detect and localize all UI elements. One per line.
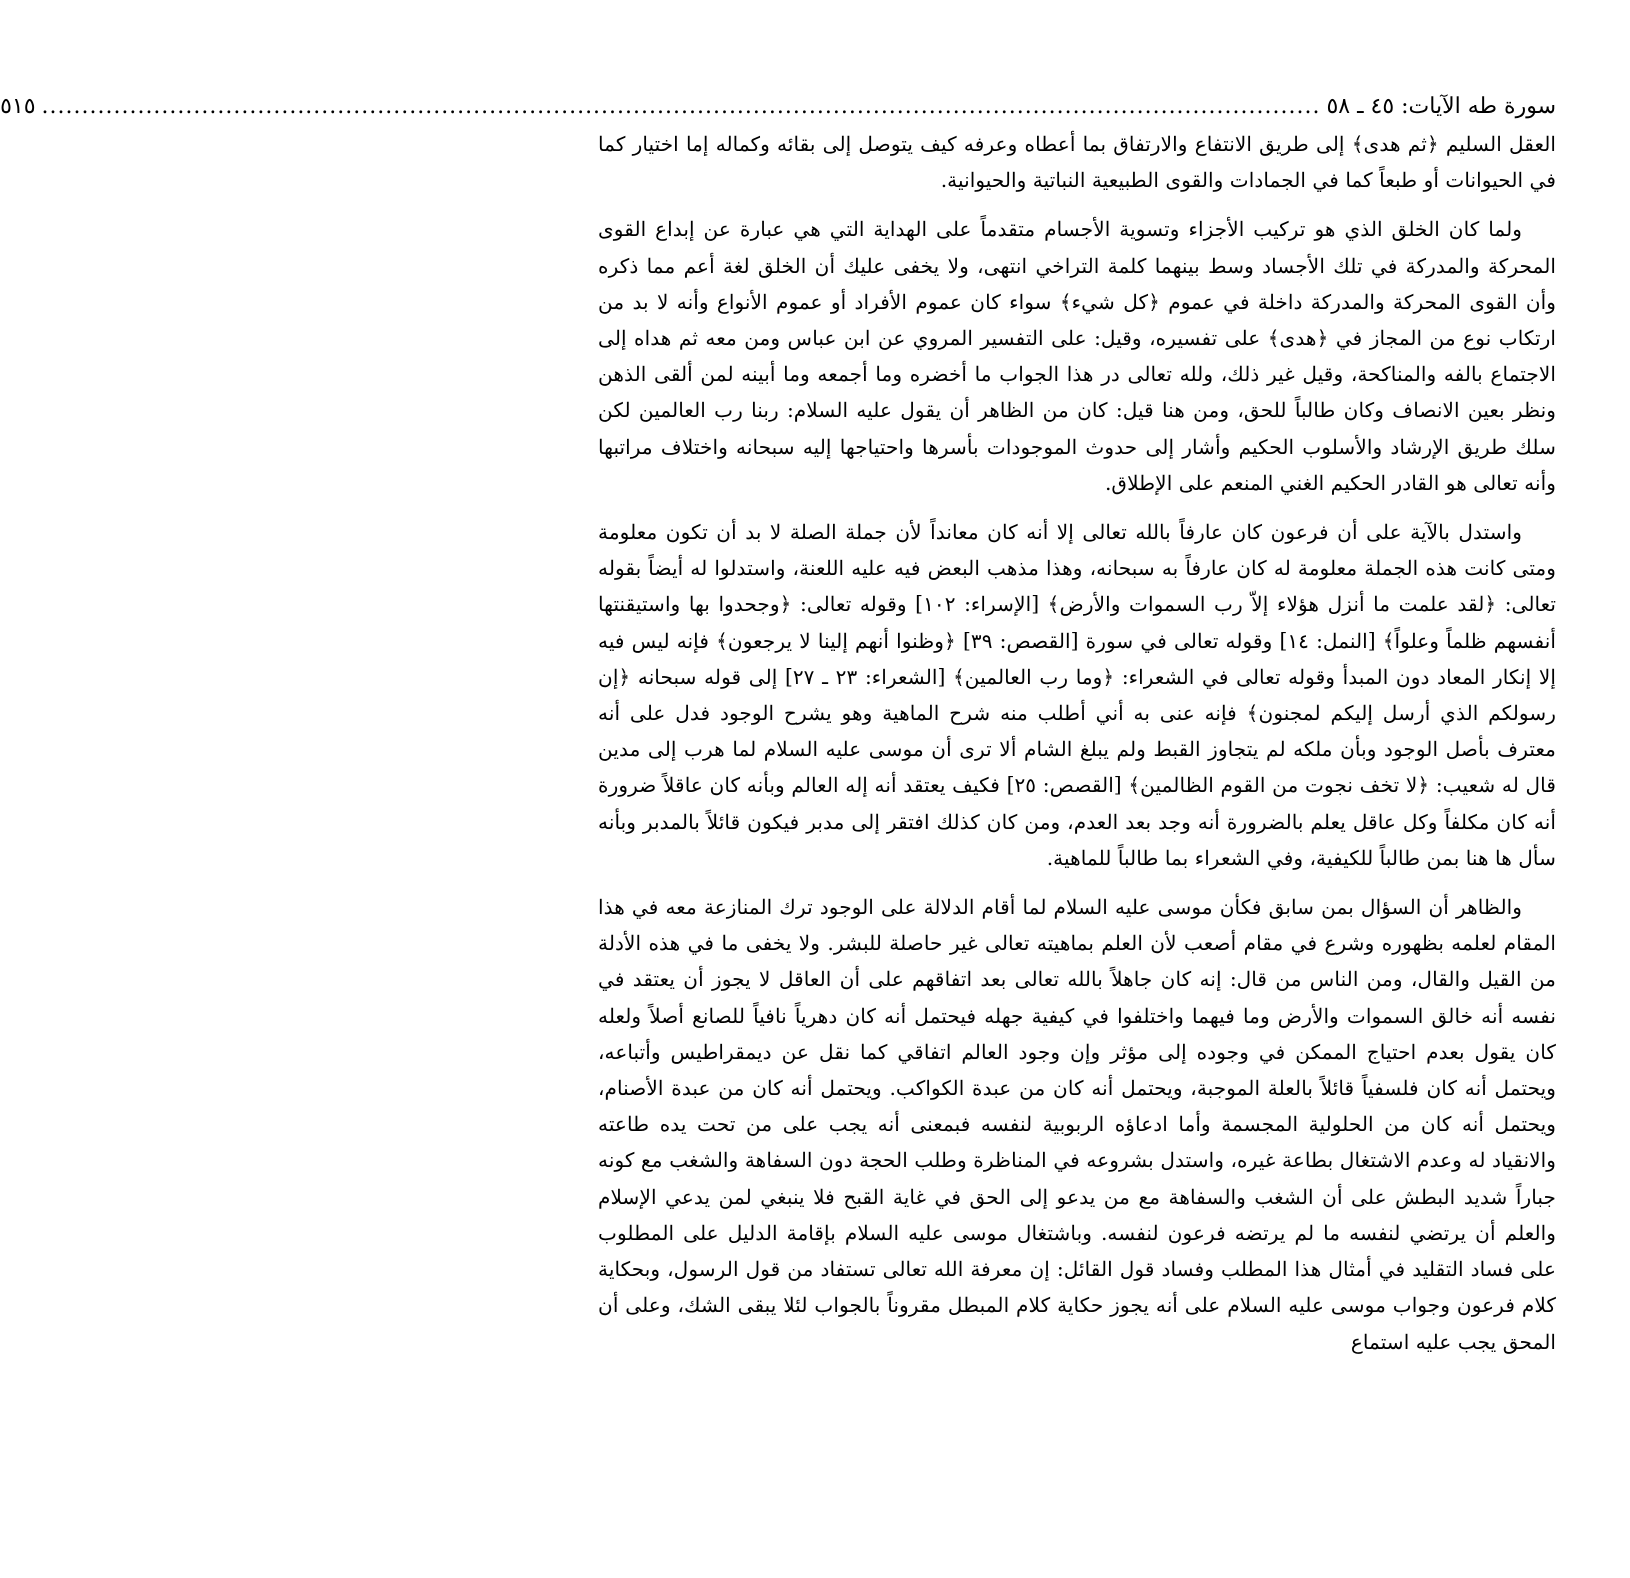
header-leader-dots: ................................................................................................................................................................	[41, 94, 1321, 119]
chapter-title: سورة طه الآيات: ٤٥ ـ ٥٨	[1326, 94, 1556, 119]
paragraph: واستدل بالآية على أن فرعون كان عارفاً بالله تعالى إلا أنه كان معانداً لأن جملة الصلة لا بد أن تكون معلومة ومتى كانت هذه الجملة معلومة له كان عارفاً به سبحانه، وهذا مذهب البعض فيه عليه اللعنة، واستدلوا له أيضاً بقوله تعالى: ﴿لقد علمت ما أنزل هؤلاء إلاّ رب السموات والأرض﴾ [الإسراء: ١٠٢] وقوله تعالى: ﴿وجحدوا بها واستيقنتها أنفسهم ظلماً وعلواً﴾ [النمل: ١٤] وقوله تعالى في سورة [القصص: ٣٩] ﴿وظنوا أنهم إلينا لا يرجعون﴾ فإنه ليس فيه إلا إنكار المعاد دون المبدأ وقوله تعالى في الشعراء: ﴿وما رب العالمين﴾ [الشعراء: ٢٣ ـ ٢٧] إلى قوله سبحانه ﴿إن رسولكم الذي أرسل إليكم لمجنون﴾ فإنه عنى به أني أطلب منه شرح الماهية وهو يشرح الوجود فدل على أنه معترف بأصل الوجود وبأن ملكه لم يتجاوز القبط ولم يبلغ الشام ألا ترى أن موسى عليه السلام لما هرب إلى مدين قال له شعيب: ﴿لا تخف نجوت من القوم الظالمين﴾ [القصص: ٢٥] فكيف يعتقد أنه إله العالم وبأنه كان عاقلاً ضرورة أنه كان مكلفاً وكل عاقل يعلم بالضرورة أنه وجد بعد العدم، ومن كان كذلك افتقر إلى مدبر فيكون قائلاً بالمدبر وبأنه سأل ها هنا بمن طالباً للكيفية، وفي الشعراء بما طالباً للماهية.	[598, 520, 1557, 870]
running-header	[0, 92, 1556, 122]
page-number: ٥١٥	[0, 94, 36, 119]
body-text	[598, 126, 1556, 1360]
paragraph: والظاهر أن السؤال بمن سابق فكأن موسى عليه السلام لما أقام الدلالة على الوجود ترك المنازعة معه في هذا المقام لعلمه بظهوره وشرع في مقام أصعب لأن العلم بماهيته تعالى غير حاصلة للبشر. ولا يخفى ما في هذه الأدلة من القيل والقال، ومن الناس من قال: إنه كان جاهلاً بالله تعالى بعد اتفاقهم على أن العاقل لا يجوز أن يعتقد في نفسه أنه خالق السموات والأرض وما فيهما واختلفوا في كيفية جهله فيحتمل أنه كان دهرياً نافياً للصانع أصلاً ولعله كان يقول بعدم احتياج الممكن في وجوده إلى مؤثر وإن وجود العالم اتفاقي كما نقل عن ديمقراطيس وأتباعه، ويحتمل أنه كان فلسفياً قائلاً بالعلة الموجبة، ويحتمل أنه كان من عبدة الكواكب. ويحتمل أنه كان من عبدة الأصنام، ويحتمل أنه كان من الحلولية المجسمة وأما ادعاؤه الربوبية لنفسه فبمعنى أنه يجب على من تحت يده طاعته والانقياد له وعدم الاشتغال بطاعة غيره، واستدل بشروعه في المناظرة وطلب الحجة دون السفاهة والشغب مع كونه جباراً شديد البطش على أن الشغب والسفاهة مع من يدعو إلى الحق في غاية القبح فلا ينبغي لمن يدعي الإسلام والعلم أن يرتضي لنفسه ما لم يرتضه فرعون لنفسه. وباشتغال موسى عليه السلام بإقامة الدليل على المطلوب على فساد التقليد في أمثال هذا المطلب وفساد قول القائل: إن معرفة الله تعالى تستفاد من قول الرسول، وبحكاية كلام فرعون وجواب موسى عليه السلام على أنه يجوز حكاية كلام المبطل مقروناً بالجواب لئلا يبقى الشك، وعلى أن المحق يجب عليه استماع	[598, 895, 1556, 1354]
paragraph: العقل السليم ﴿ثم هدى﴾ إلى طريق الانتفاع والارتفاق بما أعطاه وعرفه كيف يتوصل إلى بقائه وكماله إما اختيار كما في الحيوانات أو طبعاً كما في الجمادات والقوى الطبيعية النباتية والحيوانية.	[598, 132, 1556, 193]
paragraph: ولما كان الخلق الذي هو تركيب الأجزاء وتسوية الأجسام متقدماً على الهداية التي هي عبارة عن إبداع القوى المحركة والمدركة في تلك الأجساد وسط بينهما كلمة التراخي انتهى، ولا يخفى عليك أن الخلق لغة أعم مما ذكره وأن القوى المحركة والمدركة داخلة في عموم ﴿كل شيء﴾ سواء كان عموم الأفراد أو عموم الأنواع وأنه لا بد من ارتكاب نوع من المجاز في ﴿هدى﴾ على تفسيره، وقيل: على التفسير المروي عن ابن عباس ومن معه ثم هداه إلى الاجتماع بالفه والمناكحة، وقيل غير ذلك، ولله تعالى در هذا الجواب ما أخضره وما أجمعه وما أبينه لمن ألقى الذهن ونظر بعين الانصاف وكان طالباً للحق، ومن هنا قيل: كان من الظاهر أن يقول عليه السلام: ربنا رب العالمين لكن سلك طريق الإرشاد والأسلوب الحكيم وأشار إلى حدوث الموجودات بأسرها واحتياجها إليه سبحانه واختلاف مراتبها وأنه تعالى هو القادر الحكيم الغني المنعم على الإطلاق.	[598, 217, 1556, 495]
